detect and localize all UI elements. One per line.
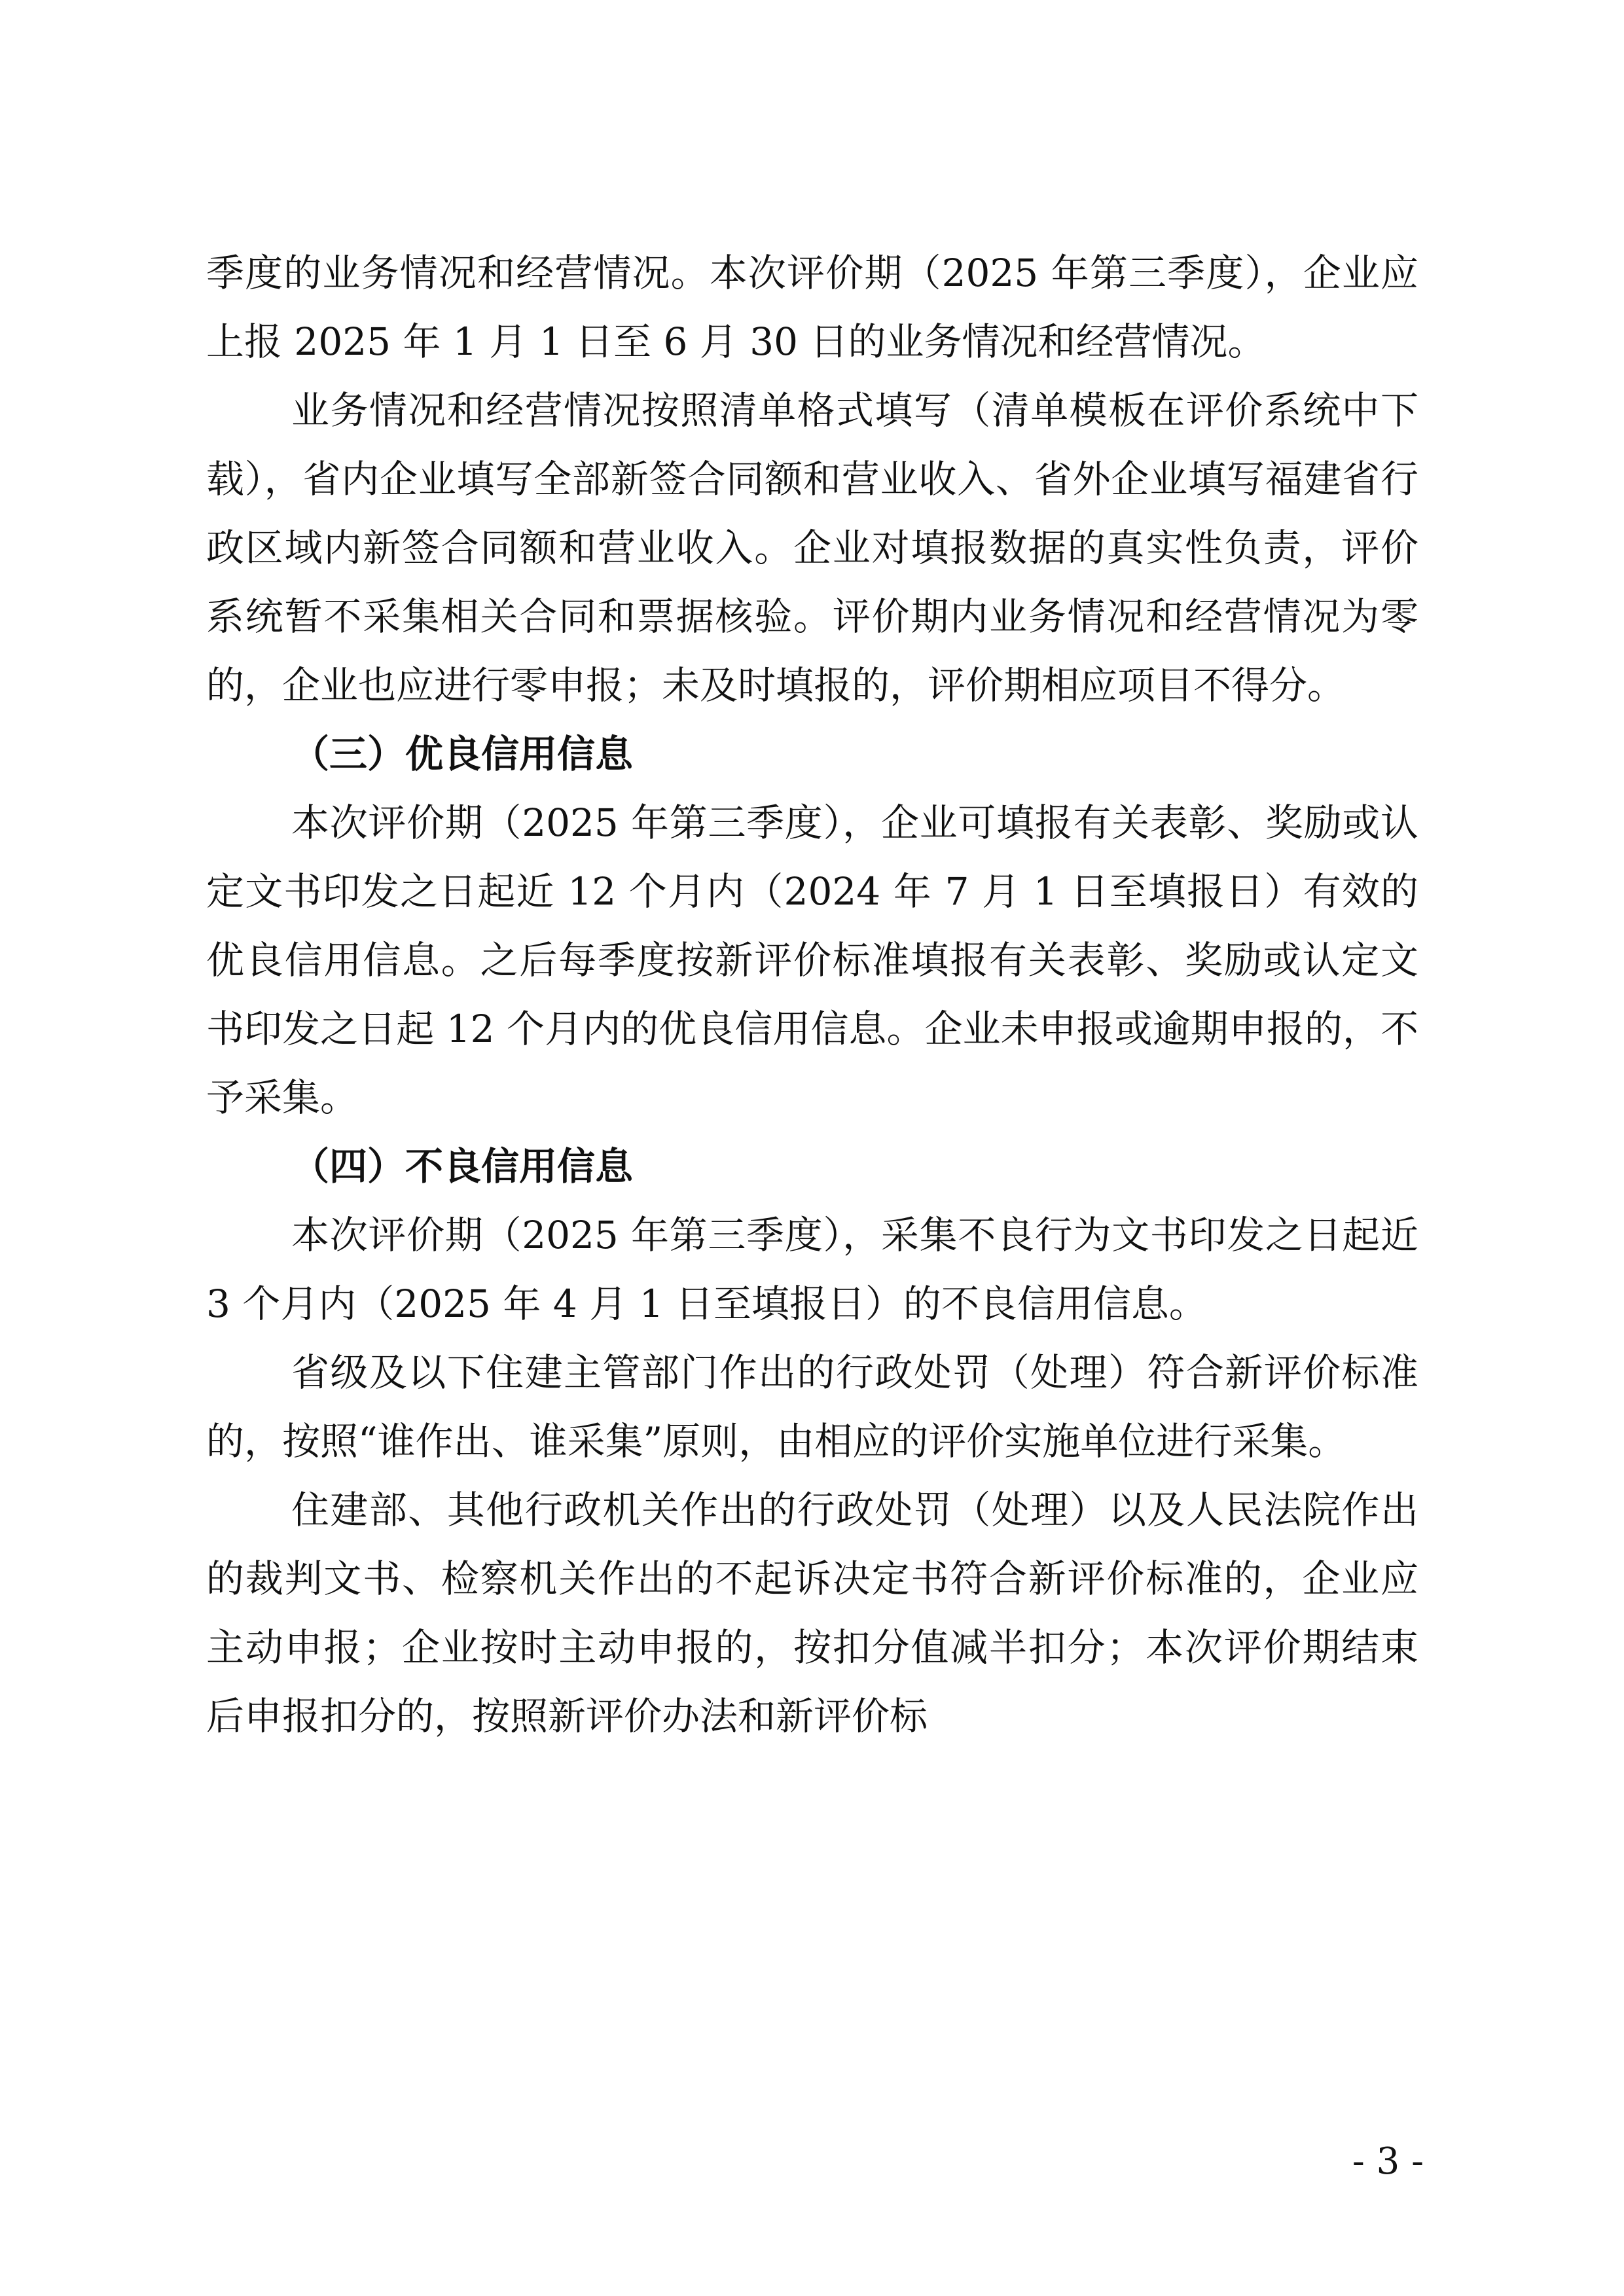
section-heading-bad-credit: （四）不良信用信息	[291, 1144, 634, 1189]
paragraph-other-penalties: 住建部、其他行政机关作出的行政处罚（处理）以及人民法院作出的裁判文书、检察机关作出的不起诉决定书符合新评价标准的，企业应主动申报；企业按时主动申报的，按扣分值减半扣分；本次评价期结束后申报扣分的，按照新评价办法和新评价标	[206, 1488, 1418, 1738]
paragraph-continuation: 季度的业务情况和经营情况。本次评价期（2025 年第三季度），企业应上报 2025 年 1 月 1 日至 6 月 30 日的业务情况和经营情况。	[206, 251, 1418, 364]
paragraph-provincial-penalties: 省级及以下住建主管部门作出的行政处罚（处理）符合新评价标准的，按照“谁作出、谁采集”原则，由相应的评价实施单位进行采集。	[206, 1350, 1418, 1463]
paragraph-business-reporting: 业务情况和经营情况按照清单格式填写（清单模板在评价系统中下载），省内企业填写全部新签合同额和营业收入、省外企业填写福建省行政区域内新签合同额和营业收入。企业对填报数据的真实性负责，评价系统暂不采集相关合同和票据核验。评价期内业务情况和经营情况为零的，企业也应进行零申报；未及时填报的，评价期相应项目不得分。	[206, 388, 1418, 708]
section-heading-good-credit: （三）优良信用信息	[291, 732, 634, 776]
body-text	[206, 239, 1418, 1751]
paragraph-good-credit: 本次评价期（2025 年第三季度），企业可填报有关表彰、奖励或认定文书印发之日起近 12 个月内（2024 年 7 月 1 日至填报日）有效的优良信用信息。之后每季度按新评价标准填报有关表彰、奖励或认定文书印发之日起 12 个月内的优良信用信息。企业未申报或逾期申报的，不予采集。	[206, 800, 1418, 1120]
paragraph-bad-credit-period: 本次评价期（2025 年第三季度），采集不良行为文书印发之日起近 3 个月内（2025 年 4 月 1 日至填报日）的不良信用信息。	[206, 1213, 1418, 1326]
page-number: - 3 -	[1352, 2140, 1424, 2183]
